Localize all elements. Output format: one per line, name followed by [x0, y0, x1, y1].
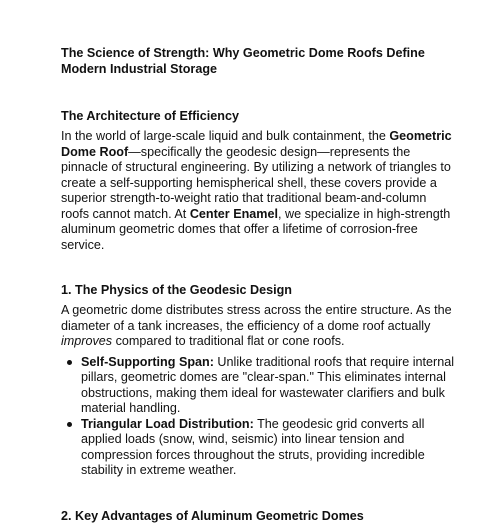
list-item — [61, 355, 455, 417]
bullet-text: The geodesic grid converts all applied loads (snow, wind, seismic) into linear tension and compression forces throughout the struts, providing incredible stability in extreme weather. — [81, 416, 425, 477]
company-name: Center Enamel — [189, 206, 278, 221]
bold-term: Geometric Dome Roof — [61, 129, 452, 159]
architecture-paragraph — [61, 129, 455, 253]
italic-term: improves — [61, 334, 113, 348]
text-run: —specifically the geodesic design—represents the pinnacle of structural engineering. By utilizing a network of triangles to create a self-supporting hemispherical shell, these covers provide a superior strength-to-weight ratio that traditional beam-and-column roofs cannot match. At — [61, 144, 451, 221]
bullet-label: Triangular Load Distribution: — [81, 416, 254, 431]
bullet-icon — [67, 422, 72, 427]
physics-paragraph — [61, 303, 455, 350]
section-heading-architecture: The Architecture of Efficiency — [61, 109, 239, 123]
section-heading-physics: 1. The Physics of the Geodesic Design — [61, 283, 292, 297]
document-title: The Science of Strength: Why Geometric Dome Roofs Define Modern Industrial Storage — [61, 46, 425, 76]
physics-bullet-list — [61, 355, 455, 479]
bullet-text: Unlike traditional roofs that require internal pillars, geometric domes are "clear-span." This eliminates internal obstructions, making them ideal for wastewater clarifiers and bulk material handling. — [81, 354, 455, 415]
text-run: compared to traditional flat or cone roofs. — [112, 334, 345, 348]
section-heading-advantages: 2. Key Advantages of Aluminum Geometric Domes — [61, 508, 364, 523]
text-run: , we specialize in high-strength aluminum geometric domes that offer a lifetime of corrosion-free service. — [61, 206, 451, 252]
bullet-icon — [67, 360, 72, 365]
text-run: In the world of large-scale liquid and bulk containment, the — [61, 129, 390, 143]
text-run: A geometric dome distributes stress across the entire structure. As the diameter of a tank increases, the efficiency of a dome roof actually — [61, 303, 452, 333]
bullet-label: Self-Supporting Span: — [81, 354, 214, 369]
list-item — [61, 417, 455, 479]
